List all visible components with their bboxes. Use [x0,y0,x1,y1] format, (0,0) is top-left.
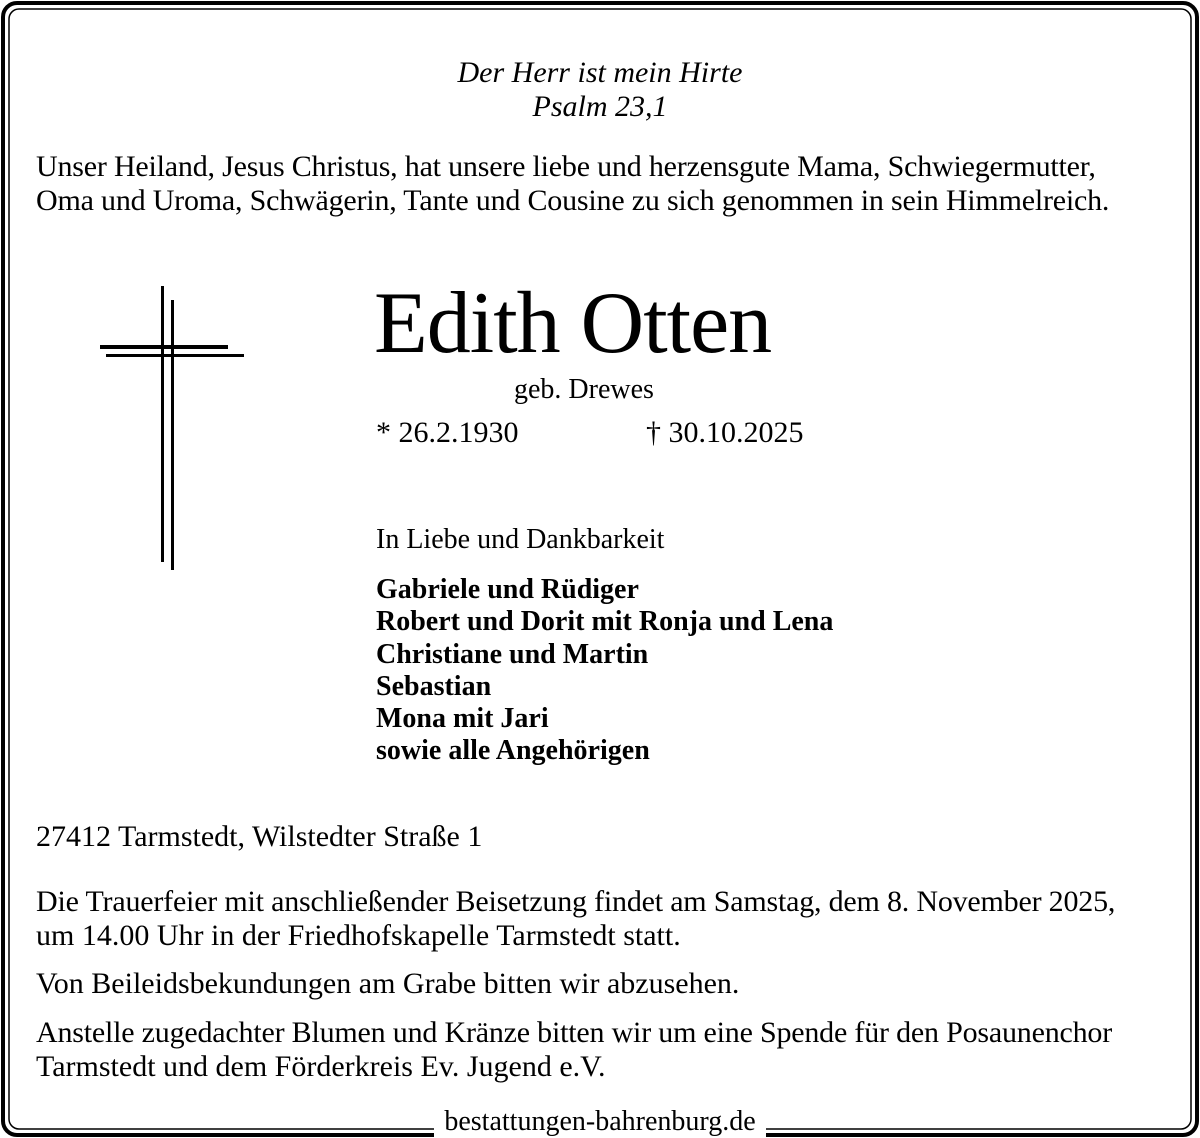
mourner-name: Christiane und Martin [376,639,649,670]
ceremony-line: Die Trauerfeier mit anschließender Beisetzung findet am Samstag, dem 8. November 2025, [36,885,1116,918]
mourner-name: Gabriele und Rüdiger [376,574,639,605]
funeral-home-link[interactable]: bestattungen-bahrenburg.de [434,1106,765,1137]
footer [0,1108,1200,1136]
birth-date: * 26.2.1930 [376,416,519,449]
mourner-name: Robert und Dorit mit Ronja und Lena [376,606,834,637]
deceased-name: Edith Otten [374,275,772,372]
intro-line: Unser Heiland, Jesus Christus, hat unsere liebe und herzensgute Mama, Schwiegermutter, [36,150,1096,183]
mourner-name: Mona mit Jari [376,703,549,734]
intro-line: Oma und Uroma, Schwägerin, Tante und Cousine zu sich genommen in sein Himmelreich. [36,184,1110,217]
cross-icon [98,286,248,572]
motto-line: Der Herr ist mein Hirte [457,56,743,89]
mourner-name: sowie alle Angehörigen [376,735,650,766]
ceremony-line: um 14.00 Uhr in der Friedhofskapelle Tarmstedt statt. [36,919,681,952]
maiden-name: geb. Drewes [514,374,654,405]
mourners-heading: In Liebe und Dankbarkeit [376,524,665,555]
psalm-reference: Psalm 23,1 [532,90,668,123]
donation-line: Tarmstedt und dem Förderkreis Ev. Jugend e.V. [36,1050,606,1083]
condolences-note: Von Beileidsbekundungen am Grabe bitten wir abzusehen. [36,967,740,1000]
address: 27412 Tarmstedt, Wilstedter Straße 1 [36,820,483,853]
mourner-name: Sebastian [376,671,492,702]
donation-line: Anstelle zugedachter Blumen und Kränze bitten wir um eine Spende für den Posaunenchor [36,1016,1112,1049]
death-date: † 30.10.2025 [646,416,804,449]
